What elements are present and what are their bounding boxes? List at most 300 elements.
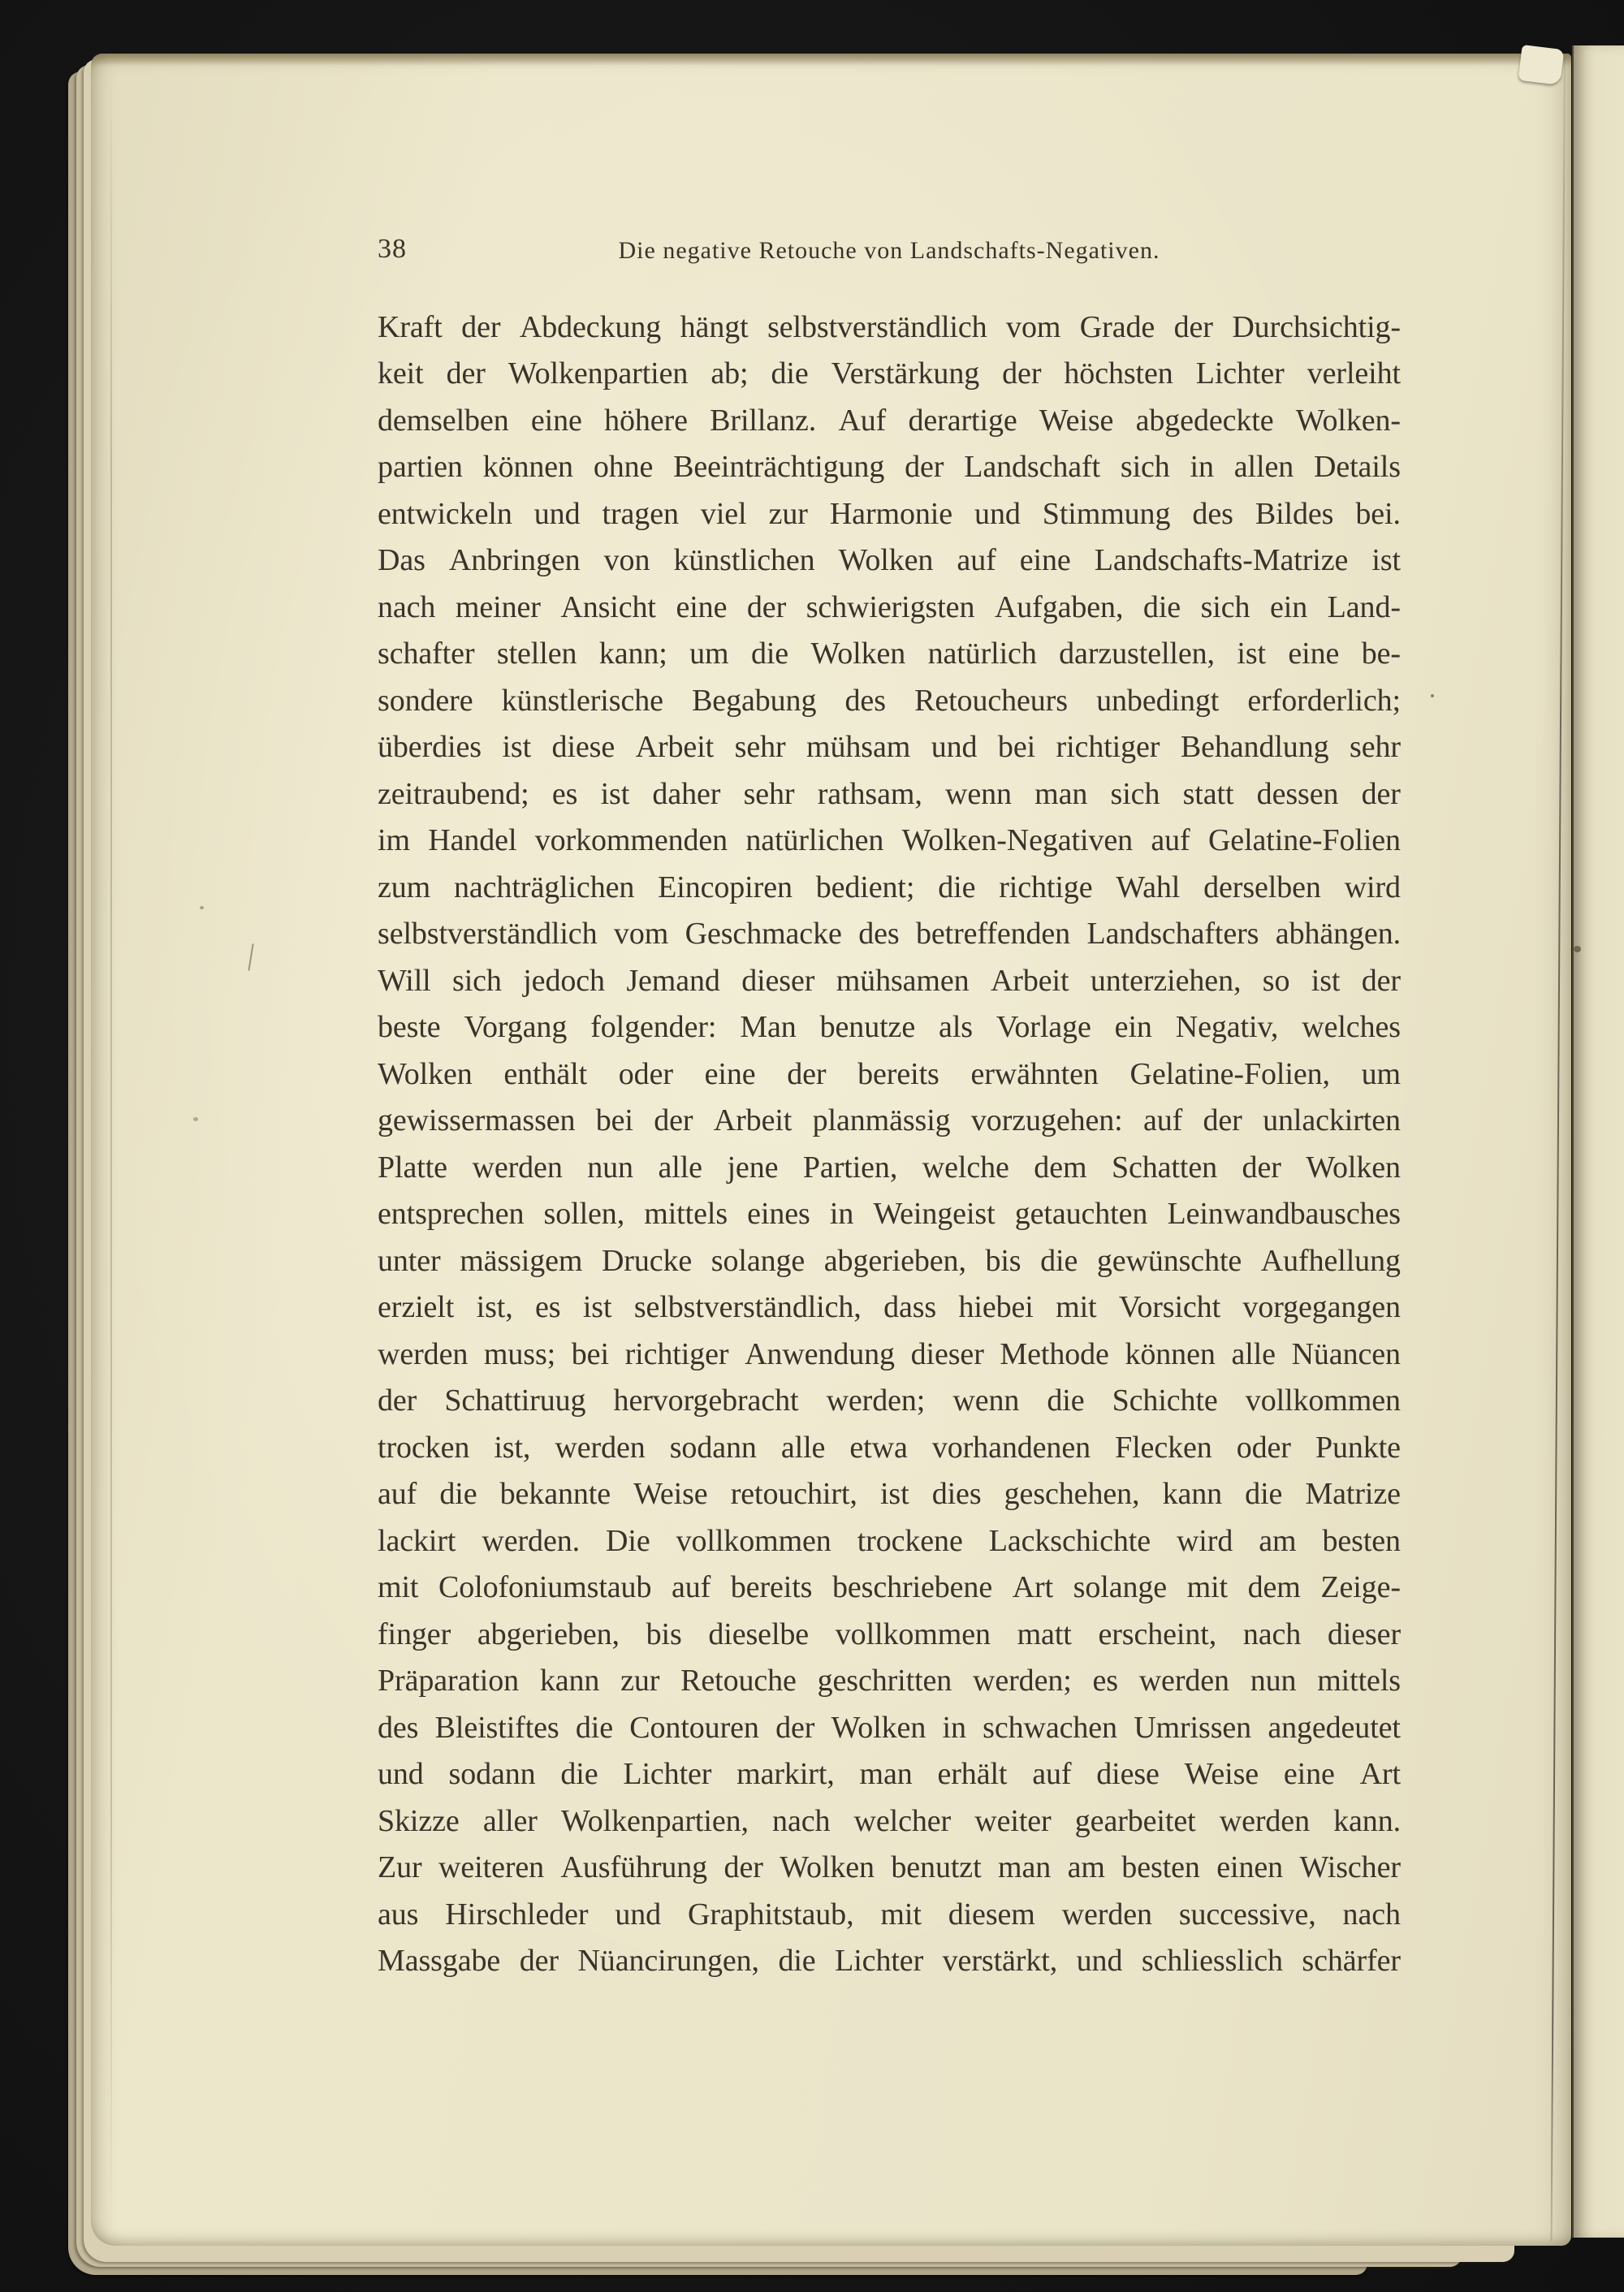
word: schwierigsten: [806, 589, 975, 624]
page-number: 38: [378, 234, 407, 264]
word: vorhandenen: [931, 1430, 1091, 1465]
word: des: [1192, 496, 1233, 531]
text-line: [378, 1098, 1401, 1145]
word: abgedeckte: [1135, 403, 1274, 438]
word: auf: [378, 1477, 417, 1512]
word: sondere: [378, 683, 473, 718]
word: mässigem: [460, 1243, 583, 1278]
word: Lichter: [623, 1757, 712, 1792]
word: in: [1190, 450, 1214, 485]
word: mit: [1056, 1290, 1097, 1325]
word: nach: [772, 1803, 831, 1838]
word: die: [439, 1477, 477, 1512]
word: Retouche: [680, 1664, 797, 1698]
word: Zur: [378, 1850, 422, 1885]
word: mittels: [1317, 1664, 1401, 1698]
word: sehr: [743, 776, 795, 811]
word: entsprechen: [378, 1197, 525, 1232]
text-line: [378, 770, 1401, 818]
word: von: [603, 543, 650, 578]
scratch-mark: [248, 943, 253, 971]
text-line: [378, 1191, 1401, 1238]
word: ist: [1311, 963, 1341, 998]
word: vorkommenden: [534, 823, 728, 858]
word: rathsam,: [817, 776, 922, 811]
word: Anwendung: [745, 1336, 895, 1371]
word: in: [829, 1197, 854, 1232]
word: enthält: [503, 1056, 588, 1091]
text-line: [378, 818, 1401, 865]
word: oder: [618, 1056, 673, 1091]
running-head: Die negative Retouche von Landschafts-Negativen.: [618, 237, 1160, 264]
word: der: [1173, 309, 1213, 344]
word: alle: [1231, 1336, 1276, 1371]
word: die: [771, 356, 809, 391]
word: die: [575, 1710, 614, 1745]
word: die: [778, 1944, 816, 1979]
word: sehr: [734, 730, 786, 765]
word: der: [723, 1850, 763, 1885]
word: nach: [1242, 1616, 1302, 1651]
word: Behandlung: [1180, 730, 1329, 765]
word: bis: [646, 1616, 682, 1651]
word: bei: [595, 1103, 633, 1138]
word: um: [1361, 1056, 1401, 1091]
text-line: [378, 957, 1401, 1004]
word: Schichte: [1112, 1383, 1218, 1418]
word: schärfer: [1302, 1944, 1401, 1979]
word: sollen,: [543, 1197, 625, 1232]
word: statt: [1182, 776, 1234, 811]
word: im: [378, 823, 410, 858]
paper-speck: [200, 906, 204, 909]
word: Lichter: [835, 1944, 924, 1979]
word: schafter: [378, 637, 475, 671]
word: dieser: [1327, 1616, 1401, 1651]
word: Retoucheurs: [914, 683, 1068, 718]
word: die: [750, 637, 789, 671]
word: kann.: [1333, 1803, 1401, 1838]
word: tragen: [602, 496, 679, 531]
word: künstlichen: [673, 543, 815, 578]
word: selbstverständlich: [378, 917, 598, 952]
word: Jemand: [626, 963, 720, 998]
word: Handel: [428, 823, 517, 858]
word: und: [974, 496, 1021, 531]
word: erzielt: [378, 1290, 455, 1325]
word: markirt,: [736, 1757, 835, 1792]
word: der: [446, 356, 486, 391]
word: Wolkenpartien,: [561, 1803, 749, 1838]
word: Hirschleder: [445, 1897, 589, 1932]
word: der: [1203, 1103, 1242, 1138]
word: es: [535, 1290, 561, 1325]
word: meiner: [455, 589, 541, 624]
word: des: [844, 683, 886, 718]
word: höhere: [604, 403, 688, 438]
word: darzustellen,: [1059, 637, 1215, 671]
word: Vorgang: [464, 1010, 568, 1045]
word: unbedingt: [1096, 683, 1220, 718]
word: Zeige-: [1320, 1570, 1401, 1605]
word: ist,: [476, 1290, 513, 1325]
text-line: [378, 1798, 1401, 1845]
word: benutzt: [891, 1850, 982, 1885]
word: es: [551, 776, 578, 811]
word: Schattiruug: [444, 1383, 586, 1418]
word: ist: [582, 1290, 612, 1325]
word: Eincopiren: [658, 870, 793, 904]
word: Landschaft: [964, 450, 1101, 485]
word: die: [1142, 589, 1181, 624]
word: vollkommen: [1245, 1383, 1401, 1418]
word: in: [942, 1710, 966, 1745]
word: entwickeln: [378, 496, 512, 531]
word: weiteren: [438, 1850, 545, 1885]
word: um: [689, 637, 729, 671]
word: auf: [1032, 1757, 1072, 1792]
word: etwa: [849, 1430, 908, 1465]
word: sich: [452, 963, 502, 998]
word: werden: [1219, 1803, 1310, 1838]
word: und: [615, 1897, 662, 1932]
word: diesem: [948, 1897, 1035, 1932]
word: gewissermassen: [378, 1103, 576, 1138]
word: werden.: [482, 1523, 581, 1558]
word: jene: [727, 1150, 779, 1185]
word: die: [560, 1757, 598, 1792]
text-line: [378, 584, 1401, 631]
word: können: [1125, 1336, 1216, 1371]
word: Grade: [1079, 309, 1155, 344]
word: Art: [1359, 1757, 1401, 1792]
word: nachträglichen: [454, 870, 635, 904]
word: Umrissen: [1134, 1710, 1252, 1745]
word: benutze: [819, 1010, 916, 1045]
word: welches: [1302, 1010, 1401, 1045]
word: die: [1245, 1477, 1283, 1512]
word: Ausführung: [560, 1850, 708, 1885]
word: ist: [502, 730, 532, 765]
word: nach: [378, 589, 436, 624]
word: gearbeitet: [1074, 1803, 1196, 1838]
word: mühsamen: [836, 963, 970, 998]
word: können: [482, 450, 573, 485]
word: ist: [600, 776, 630, 811]
word: schwachen: [983, 1710, 1117, 1745]
word: eine: [676, 589, 728, 624]
text-line: [378, 1611, 1401, 1658]
body-text: [378, 304, 1401, 1984]
word: Lichter: [1195, 356, 1285, 391]
word: der: [1002, 356, 1042, 391]
word: Wolken-: [1295, 403, 1401, 438]
word: sodann: [669, 1430, 757, 1465]
word: Brillanz.: [710, 403, 817, 438]
word: muss;: [483, 1336, 556, 1371]
word: man: [998, 1850, 1052, 1885]
word: sich: [1110, 776, 1160, 811]
text-line: [378, 1704, 1401, 1751]
text-line: [378, 1424, 1401, 1471]
word: diese: [1096, 1757, 1160, 1792]
word: vorzugehen:: [970, 1103, 1123, 1138]
text-line: [378, 1565, 1401, 1612]
word: dass: [883, 1290, 937, 1325]
word: Massgabe: [378, 1944, 501, 1979]
word: sich: [1120, 450, 1170, 485]
word: dessen: [1256, 776, 1339, 811]
word: der: [1361, 963, 1401, 998]
word: Wischer: [1299, 1850, 1401, 1885]
word: Präparation: [378, 1664, 520, 1698]
word: werden: [555, 1430, 646, 1465]
word: Partien,: [802, 1150, 898, 1185]
word: bei: [997, 730, 1036, 765]
word: werden;: [973, 1664, 1072, 1698]
word: trockene: [857, 1523, 963, 1558]
word: Details: [1313, 450, 1401, 485]
word: Vorsicht: [1118, 1290, 1221, 1325]
word: selbstverständlich: [767, 309, 987, 344]
word: bedient;: [815, 870, 915, 904]
page-left-edge-line: [110, 62, 112, 2238]
word: Stimmung: [1042, 496, 1171, 531]
word: ohne: [593, 450, 654, 485]
word: ein: [1114, 1010, 1152, 1045]
word: unterziehen,: [1090, 963, 1242, 998]
word: Vorlage: [996, 1010, 1091, 1045]
word: der: [905, 450, 944, 485]
word: der: [461, 309, 501, 344]
word: planmässig: [812, 1103, 951, 1138]
word: derartige: [908, 403, 1017, 438]
word: weiter: [974, 1803, 1052, 1838]
word: allen: [1233, 450, 1294, 485]
word: Auf: [838, 403, 887, 438]
word: Beeinträchtigung: [673, 450, 885, 485]
word: hiebei: [958, 1290, 1034, 1325]
word: die: [1040, 1243, 1078, 1278]
word: Skizze: [378, 1803, 460, 1838]
word: Schatten: [1111, 1150, 1218, 1185]
word: natürlich: [927, 637, 1037, 671]
word: finger: [378, 1616, 451, 1651]
word: stellen: [496, 637, 577, 671]
word: diese: [551, 730, 615, 765]
word: Wolken: [1306, 1150, 1401, 1185]
text-line: [378, 631, 1401, 678]
word: Punkte: [1315, 1430, 1401, 1465]
word: geschritten: [817, 1664, 952, 1698]
word: erwähnten: [970, 1056, 1099, 1091]
word: zur: [768, 496, 808, 531]
word: auf: [1151, 823, 1190, 858]
word: Verstärkung: [831, 356, 980, 391]
word: Art: [1012, 1570, 1054, 1605]
text-line: [378, 864, 1401, 911]
word: man: [1034, 776, 1088, 811]
word: Arbeit: [990, 963, 1069, 998]
text-line: [378, 1938, 1401, 1985]
text-line: [378, 1051, 1401, 1098]
word: bei.: [1355, 496, 1401, 531]
word: bei: [571, 1336, 609, 1371]
word: folgender:: [590, 1010, 717, 1045]
word: Weise: [633, 1477, 708, 1512]
word: erforderlich;: [1247, 683, 1401, 718]
word: Bildes: [1255, 496, 1334, 531]
word: kann: [1162, 1477, 1223, 1512]
word: wird: [1344, 870, 1401, 904]
word: Aufhellung: [1260, 1243, 1401, 1278]
text-line: [378, 537, 1401, 585]
word: der: [519, 1944, 559, 1979]
word: der: [787, 1056, 827, 1091]
word: vom: [613, 917, 669, 952]
word: bereits: [730, 1570, 813, 1605]
word: demselben: [378, 403, 509, 438]
word: Negativ,: [1175, 1010, 1279, 1045]
word: welcher: [853, 1803, 952, 1838]
word: Arbeit: [713, 1103, 793, 1138]
word: dies: [931, 1477, 982, 1512]
text-line: [378, 397, 1401, 444]
word: nach: [1342, 1897, 1401, 1932]
word: richtiger: [1056, 730, 1160, 765]
page-header: [378, 232, 1401, 270]
word: oder: [1236, 1430, 1291, 1465]
word: Wolken: [780, 1850, 875, 1885]
word: auf: [957, 543, 996, 578]
word: Wolken-Negativen: [901, 823, 1134, 858]
word: Landschafts-Matrize: [1094, 543, 1349, 578]
word: abgerieben,: [477, 1616, 620, 1651]
word: Wolken: [838, 543, 934, 578]
word: die: [938, 870, 976, 904]
word: dieser: [910, 1336, 984, 1371]
word: der: [775, 1710, 815, 1745]
word: abgerieben,: [823, 1243, 966, 1278]
word: selbstverständlich,: [633, 1290, 862, 1325]
text-line: [378, 1144, 1401, 1191]
word: eines: [747, 1197, 810, 1232]
word: zeitraubend;: [378, 776, 529, 811]
word: Leinwandbausches: [1167, 1197, 1401, 1232]
word: Landschafters: [1086, 917, 1259, 952]
word: solange: [710, 1243, 806, 1278]
word: Begabung: [692, 683, 817, 718]
word: so: [1262, 963, 1290, 998]
word: Geschmacke: [685, 917, 842, 952]
word: Methode: [1000, 1336, 1109, 1371]
word: der: [1361, 776, 1401, 811]
text-line: [378, 351, 1401, 398]
word: getauchten: [1014, 1197, 1148, 1232]
word: und: [1076, 1944, 1123, 1979]
word: Wolkenpartien: [508, 356, 689, 391]
word: beste: [378, 1010, 441, 1045]
word: Die: [606, 1523, 650, 1558]
word: wenn: [944, 776, 1012, 811]
word: Wahl: [1116, 870, 1181, 904]
word: werden;: [826, 1383, 926, 1418]
word: Wolken: [378, 1056, 473, 1091]
word: auf: [1142, 1103, 1183, 1138]
word: Harmonie: [829, 496, 952, 531]
word: besten: [1322, 1523, 1401, 1558]
word: Gelatine-Folien,: [1129, 1056, 1330, 1091]
word: hängt: [680, 309, 749, 344]
word: solange: [1073, 1570, 1168, 1605]
word: viel: [700, 496, 747, 531]
word: successive,: [1178, 1897, 1316, 1932]
word: verstärkt,: [942, 1944, 1058, 1979]
word: vollkommen: [676, 1523, 831, 1558]
word: es: [1092, 1664, 1118, 1698]
word: mit: [1186, 1570, 1229, 1605]
word: wird: [1176, 1523, 1233, 1558]
word: Weise: [1184, 1757, 1259, 1792]
word: matt: [1017, 1616, 1072, 1651]
word: zur: [620, 1664, 660, 1698]
word: retouchirt,: [730, 1477, 857, 1512]
word: Nüancen: [1291, 1336, 1401, 1371]
page-top-edge-shading: [91, 54, 1571, 66]
word: Durchsichtig-: [1232, 309, 1401, 344]
word: des: [378, 1710, 419, 1745]
word: bereits: [857, 1056, 939, 1091]
word: eine: [704, 1056, 756, 1091]
word: Anbringen: [448, 543, 581, 578]
text-line: [378, 490, 1401, 537]
text-line: [378, 911, 1401, 958]
word: vollkommen: [835, 1616, 991, 1651]
text-line: [378, 1891, 1401, 1938]
word: Man: [740, 1010, 797, 1045]
text-line: [378, 1471, 1401, 1518]
word: eine: [530, 403, 582, 438]
word: ist: [879, 1477, 909, 1512]
word: Aufgaben,: [994, 589, 1124, 624]
text-line: [378, 1378, 1401, 1425]
word: dieselbe: [708, 1616, 810, 1651]
text-line: [378, 1751, 1401, 1798]
text-line: [378, 1237, 1401, 1284]
paper-speck: [1431, 694, 1434, 697]
word: lackirt: [378, 1523, 456, 1558]
word: mühsam: [806, 730, 911, 765]
word: und: [931, 730, 978, 765]
word: kann: [539, 1664, 600, 1698]
text-line: [378, 724, 1401, 771]
word: Arbeit: [635, 730, 715, 765]
word: die: [1047, 1383, 1085, 1418]
text-line: [378, 677, 1401, 724]
word: nun: [1250, 1664, 1297, 1698]
word: Will: [378, 963, 431, 998]
word: dem: [1247, 1570, 1301, 1605]
word: keit: [378, 356, 424, 391]
word: des: [858, 917, 900, 952]
word: trocken: [378, 1430, 470, 1465]
text-line: [378, 1004, 1401, 1051]
word: Wolken: [810, 637, 906, 671]
word: sehr: [1350, 730, 1401, 765]
word: partien: [378, 450, 463, 485]
word: erhält: [937, 1757, 1008, 1792]
word: und: [533, 496, 581, 531]
